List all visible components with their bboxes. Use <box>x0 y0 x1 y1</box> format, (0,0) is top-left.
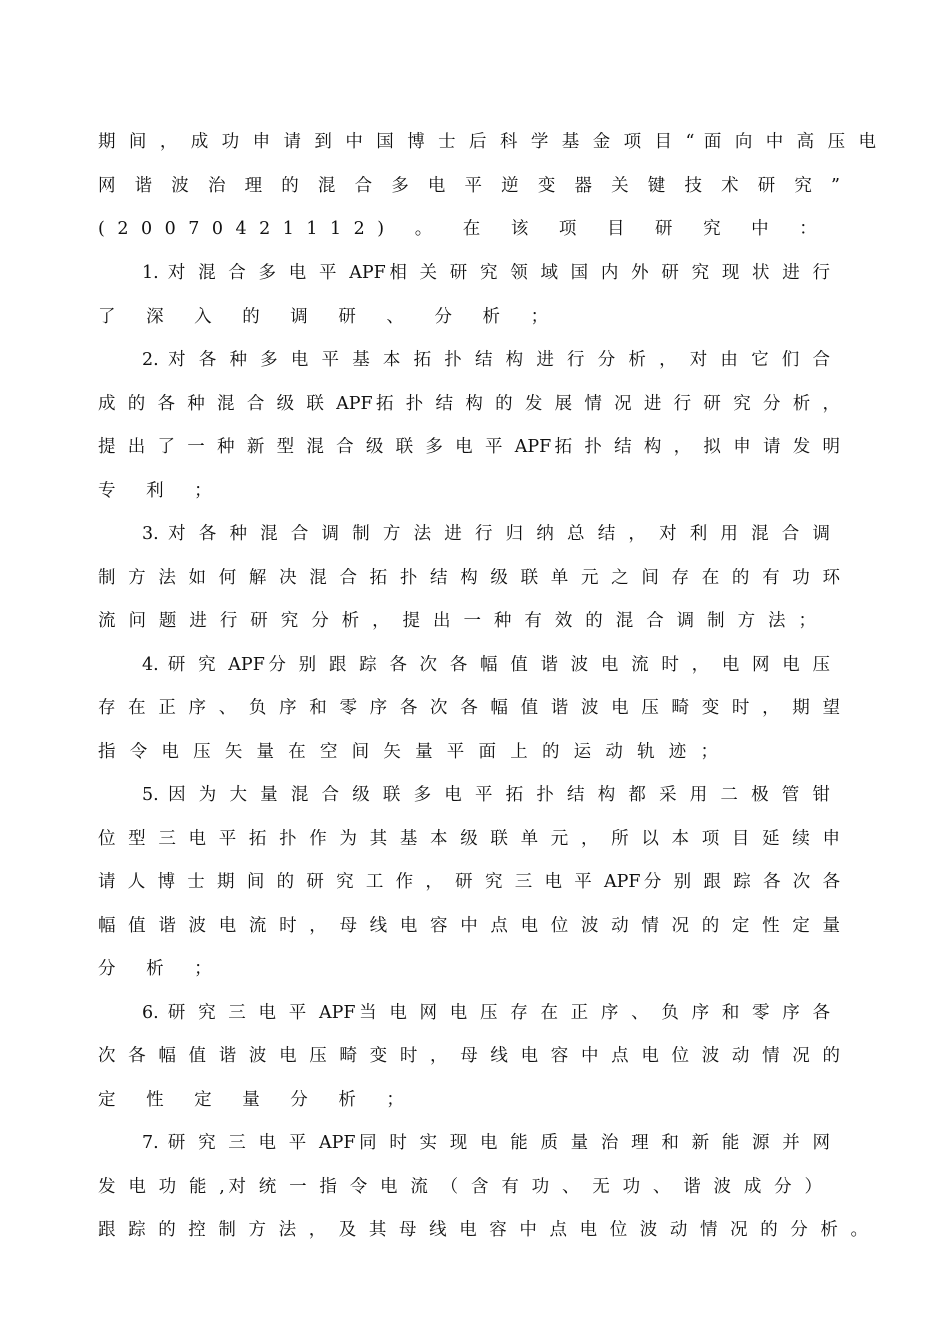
text-line: 专 利 ； <box>98 481 225 501</box>
text-line: 跟 踪 的 控 制 方 法 ， 及 其 母 线 电 容 中 点 电 位 波 动 情 况 的 分 析 。 <box>98 1220 868 1240</box>
text-line: 1. 对 混 合 多 电 平 APF相 关 研 究 领 域 国 内 外 研 究 现 状 进 行 <box>142 263 830 283</box>
text-line: 流 问 题 进 行 研 究 分 析 ， 提 出 一 种 有 效 的 混 合 调 制 方 法 ； <box>98 611 816 631</box>
text-line: 4. 研 究 APF分 别 跟 踪 各 次 各 幅 值 谐 波 电 流 时 ， 电 网 电 压 <box>142 655 830 675</box>
text-line: 存 在 正 序 、 负 序 和 零 序 各 次 各 幅 值 谐 波 电 压 畸 变 时 ， 期 望 <box>98 698 840 718</box>
text-line: 制 方 法 如 何 解 决 混 合 拓 扑 结 构 级 联 单 元 之 间 存 在 的 有 功 环 <box>98 568 840 588</box>
text-line: 5. 因 为 大 量 混 合 级 联 多 电 平 拓 扑 结 构 都 采 用 二 极 管 钳 <box>142 785 830 805</box>
text-line: 分 析 ； <box>98 959 225 979</box>
text-line: 指 令 电 压 矢 量 在 空 间 矢 量 平 面 上 的 运 动 轨 迹 ； <box>98 742 718 762</box>
text-line: 网 谐 波 治 理 的 混 合 多 电 平 逆 变 器 关 键 技 术 研 究 ” <box>98 176 840 196</box>
text-line: 发 电 功 能 ,对 统 一 指 令 电 流 （ 含 有 功 、 无 功 、 谐 波 成 分 ） <box>98 1177 822 1197</box>
text-line: 位 型 三 电 平 拓 扑 作 为 其 基 本 级 联 单 元 ， 所 以 本 项 目 延 续 申 <box>98 829 840 849</box>
text-line: 定 性 定 量 分 析 ； <box>98 1090 417 1110</box>
text-line: 提 出 了 一 种 新 型 混 合 级 联 多 电 平 APF拓 扑 结 构 ， 拟 申 请 发 明 <box>98 437 840 457</box>
text-line: (20070421112) 。 在 该 项 目 研 究 中 ： <box>98 219 830 239</box>
text-line: 幅 值 谐 波 电 流 时 ， 母 线 电 容 中 点 电 位 波 动 情 况 的 定 性 定 量 <box>98 916 840 936</box>
text-line: 成 的 各 种 混 合 级 联 APF拓 扑 结 构 的 发 展 情 况 进 行 研 究 分 析 ， <box>98 394 840 414</box>
text-line: 2. 对 各 种 多 电 平 基 本 拓 扑 结 构 进 行 分 析 ， 对 由 它 们 合 <box>142 350 830 370</box>
text-line: 次 各 幅 值 谐 波 电 压 畸 变 时 ， 母 线 电 容 中 点 电 位 波 动 情 况 的 <box>98 1046 840 1066</box>
text-line: 了 深 入 的 调 研 、 分 析 ； <box>98 307 561 327</box>
text-line: 期 间 ， 成 功 申 请 到 中 国 博 士 后 科 学 基 金 项 目 “ 面 向 中 高 压 电 <box>98 132 876 152</box>
text-line: 请 人 博 士 期 间 的 研 究 工 作 ， 研 究 三 电 平 APF分 别 跟 踪 各 次 各 <box>98 872 840 892</box>
text-line: 6. 研 究 三 电 平 APF当 电 网 电 压 存 在 正 序 、 负 序 和 零 序 各 <box>142 1003 830 1023</box>
text-line: 3. 对 各 种 混 合 调 制 方 法 进 行 归 纳 总 结 ， 对 利 用 混 合 调 <box>142 524 830 544</box>
text-line: 7. 研 究 三 电 平 APF同 时 实 现 电 能 质 量 治 理 和 新 能 源 并 网 <box>142 1133 830 1153</box>
